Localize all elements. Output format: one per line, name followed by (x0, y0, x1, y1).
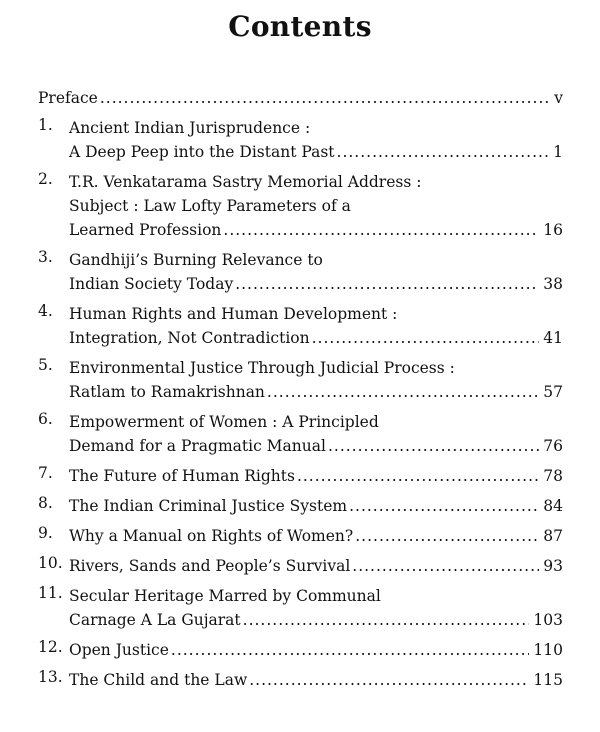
entry-title: Preface (38, 89, 98, 107)
toc-entry (38, 638, 563, 662)
entry-title-line: The Future of Human Rights (69, 467, 295, 485)
toc-entry (38, 464, 563, 488)
entry-title-line: Environmental Justice Through Judicial Process : (69, 359, 455, 377)
page-number: 110 (533, 641, 563, 659)
entry-body (69, 668, 563, 692)
entry-title-line: Learned Profession (69, 221, 222, 239)
toc-entry (38, 116, 563, 164)
page-number: 38 (543, 275, 563, 293)
entry-last-line (69, 434, 563, 458)
table-of-contents (38, 86, 563, 698)
entry-body (69, 584, 563, 632)
dot-leader (328, 434, 539, 458)
toc-entry (38, 356, 563, 404)
entry-title-line: Ratlam to Ramakrishnan (69, 383, 265, 401)
page-number: 87 (543, 527, 563, 545)
dot-leader (223, 218, 539, 242)
toc-entry (38, 584, 563, 632)
entry-number: 10. (38, 554, 63, 572)
entry-title-line: Carnage A La Gujarat (69, 611, 241, 629)
entry-title-line: Empowerment of Women : A Principled (69, 413, 379, 431)
entry-title-line: Demand for a Pragmatic Manual (69, 437, 326, 455)
entry-number: 1. (38, 116, 53, 134)
entry-body (69, 302, 563, 350)
toc-entry (38, 494, 563, 518)
entry-body (69, 248, 563, 296)
entry-last-line (69, 326, 563, 350)
dot-leader (297, 464, 539, 488)
entry-number: 12. (38, 638, 63, 656)
dot-leader (267, 380, 539, 404)
page-number: 78 (543, 467, 563, 485)
dot-leader (235, 272, 539, 296)
entry-number: 3. (38, 248, 53, 266)
entry-title-line: T.R. Venkatarama Sastry Memorial Address : (69, 173, 422, 191)
entry-body (69, 524, 563, 548)
entry-title-line: Subject : Law Lofty Parameters of a (69, 197, 351, 215)
page-number: 57 (543, 383, 563, 401)
page-number: 115 (533, 671, 563, 689)
page-number: 1 (553, 143, 563, 161)
entry-number: 8. (38, 494, 53, 512)
dot-leader (349, 494, 539, 518)
entry-number: 4. (38, 302, 53, 320)
toc-entry (38, 668, 563, 692)
toc-entry (38, 170, 563, 242)
entry-title-line: Ancient Indian Jurisprudence : (69, 119, 311, 137)
entry-last-line (69, 464, 563, 488)
dot-leader (171, 638, 530, 662)
entry-title-line: Human Rights and Human Development : (69, 305, 398, 323)
page-number: 76 (543, 437, 563, 455)
page-number: 16 (543, 221, 563, 239)
dot-leader (355, 524, 539, 548)
entry-title-line: Rivers, Sands and People’s Survival (69, 557, 351, 575)
dot-leader (337, 140, 550, 164)
dot-leader (243, 608, 530, 632)
entry-body (69, 638, 563, 662)
entry-title-line: Gandhiji’s Burning Relevance to (69, 251, 323, 269)
entry-number: 9. (38, 524, 53, 542)
entry-last-line (69, 272, 563, 296)
page-number: 41 (543, 329, 563, 347)
toc-entry (38, 302, 563, 350)
entry-title-line: Integration, Not Contradiction (69, 329, 310, 347)
entry-title-line: Why a Manual on Rights of Women? (69, 527, 354, 545)
entry-body (69, 494, 563, 518)
entry-number: 13. (38, 668, 63, 686)
toc-entry (38, 248, 563, 296)
dot-leader (249, 668, 529, 692)
dot-leader (352, 554, 539, 578)
dot-leader (312, 326, 540, 350)
toc-entry-preface (38, 86, 563, 110)
entry-number: 11. (38, 584, 63, 602)
entry-last-line (69, 608, 563, 632)
entry-title-line: Open Justice (69, 641, 169, 659)
entry-last-line (69, 380, 563, 404)
entry-body (69, 464, 563, 488)
entry-number: 7. (38, 464, 53, 482)
toc-entry (38, 410, 563, 458)
entry-last-line (69, 668, 563, 692)
entry-body (69, 170, 563, 242)
entry-last-line (69, 218, 563, 242)
entry-last-line (69, 524, 563, 548)
page-number: 84 (543, 497, 563, 515)
entry-number: 2. (38, 170, 53, 188)
entry-body (69, 554, 563, 578)
entry-number: 6. (38, 410, 53, 428)
dot-leader (100, 86, 550, 110)
entry-title-line: A Deep Peep into the Distant Past (69, 143, 335, 161)
entry-last-line (69, 140, 563, 164)
page-number: 103 (533, 611, 563, 629)
entry-last-line (69, 638, 563, 662)
entry-title-line: The Child and the Law (69, 671, 248, 689)
entry-title-line: Indian Society Today (69, 275, 234, 293)
entry-body (69, 356, 563, 404)
entry-last-line (69, 494, 563, 518)
toc-entry (38, 524, 563, 548)
entry-title-line: Secular Heritage Marred by Communal (69, 587, 381, 605)
entry-body (69, 410, 563, 458)
entry-title-line: The Indian Criminal Justice System (69, 497, 348, 515)
entry-body (69, 116, 563, 164)
page-title: Contents (228, 10, 372, 43)
page-number: 93 (543, 557, 563, 575)
toc-entry (38, 554, 563, 578)
entry-number: 5. (38, 356, 53, 374)
page-number: v (554, 89, 563, 107)
entry-last-line (69, 554, 563, 578)
